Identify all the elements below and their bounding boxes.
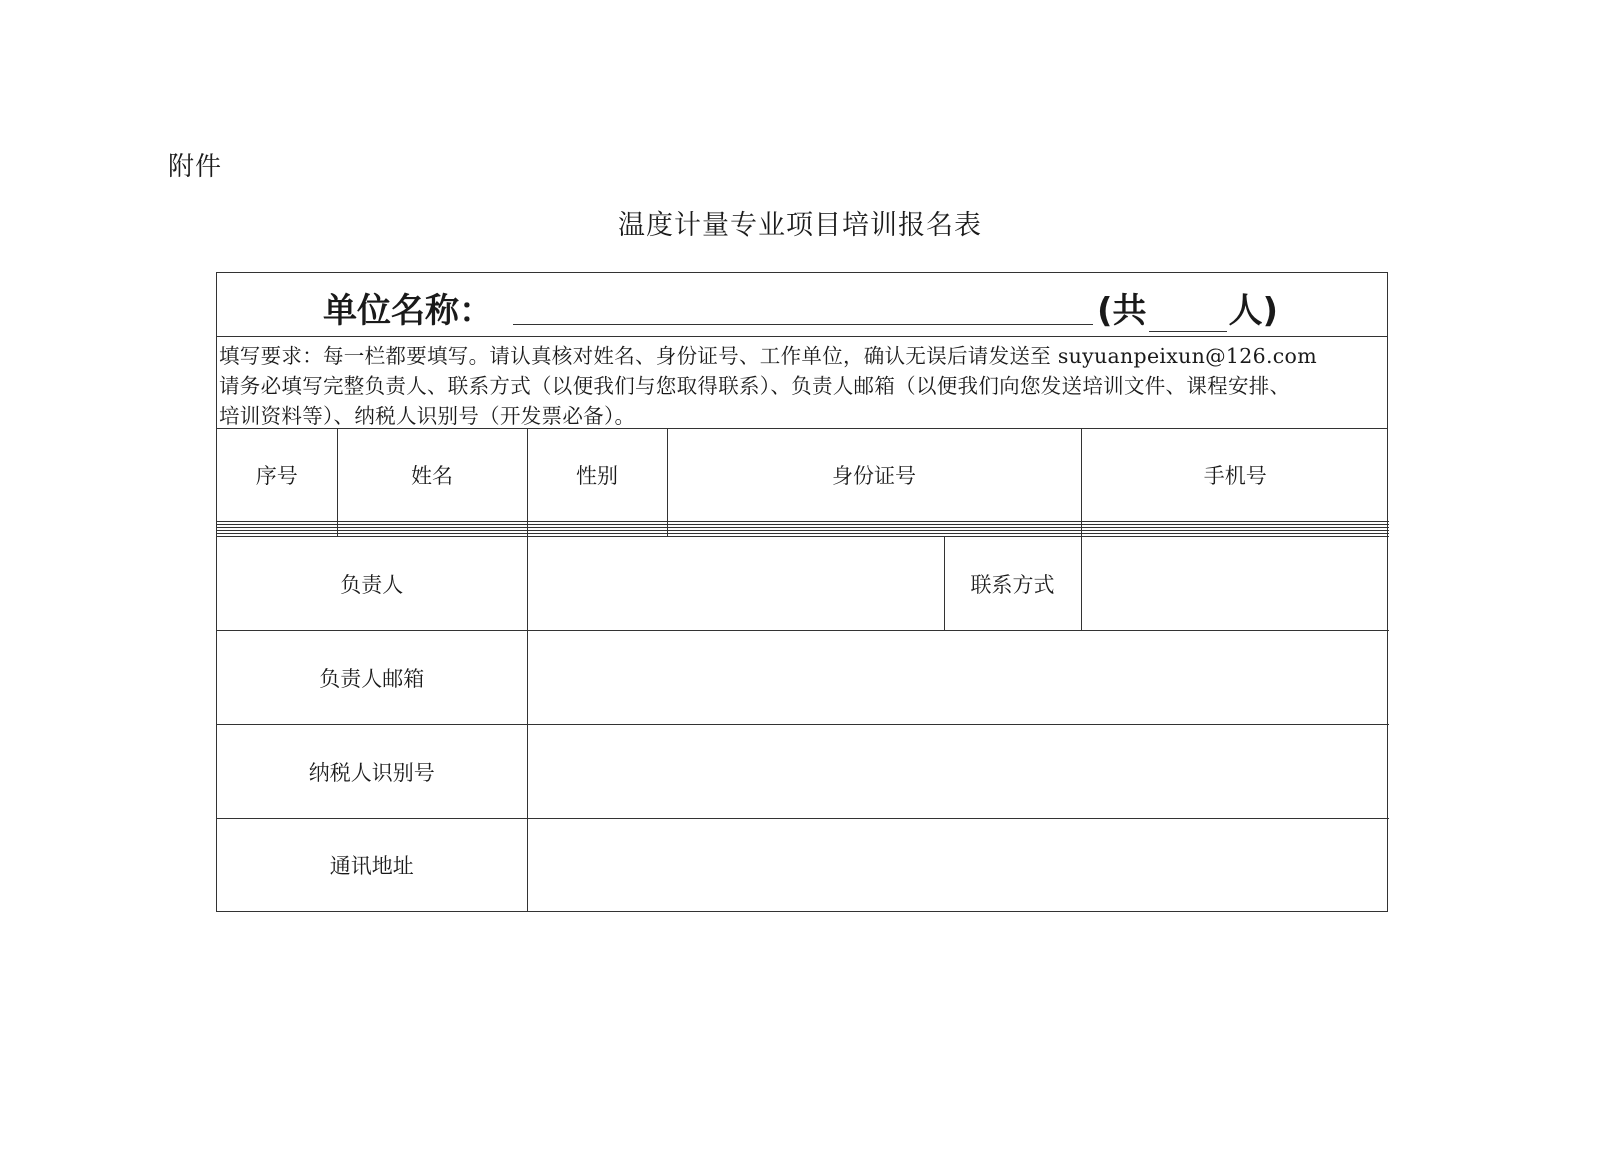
contact-email-field[interactable] [527, 631, 1389, 725]
attachment-label: 附件 [168, 152, 223, 182]
email-row [217, 631, 1389, 725]
instructions-line-1: 填写要求：每一栏都要填写。请认真核对姓名、身份证号、工作单位，确认无误后请发送至 suyuanpeixun@126.com [219, 344, 1317, 368]
unit-name-row [217, 273, 1387, 337]
unit-name-label: 单位名称： [323, 291, 493, 331]
tax-id-label: 纳税人识别号 [217, 725, 527, 819]
tax-id-field[interactable] [527, 725, 1389, 819]
header-name: 姓名 [337, 429, 527, 521]
header-gender: 性别 [527, 429, 667, 521]
contact-row [217, 537, 1389, 631]
instructions-line-2: 请务必填写完整负责人、联系方式（以便我们与您取得联系）、负责人邮箱（以便我们向您发送培训文件、课程安排、 [219, 374, 1291, 398]
attendee-total-prefix: (共 [1097, 291, 1147, 331]
instructions-line-3: 培训资料等）、纳税人识别号（开发票必备）。 [219, 404, 636, 428]
tax-id-row [217, 725, 1389, 819]
contact-method-field[interactable] [1081, 537, 1389, 631]
attendee-table [217, 429, 1389, 911]
contact-person-field[interactable] [527, 537, 944, 631]
address-row [217, 819, 1389, 911]
address-label: 通讯地址 [217, 819, 527, 911]
attendee-total-field[interactable] [1149, 293, 1227, 332]
header-phone: 手机号 [1081, 429, 1389, 521]
registration-form [216, 272, 1388, 912]
address-field[interactable] [527, 819, 1389, 911]
page-title: 温度计量专业项目培训报名表 [618, 210, 982, 241]
header-id-number: 身份证号 [667, 429, 1081, 521]
contact-person-label: 负责人 [217, 537, 527, 631]
header-serial: 序号 [217, 429, 337, 521]
unit-name-field[interactable] [513, 324, 1093, 325]
attendee-total [1097, 283, 1278, 332]
attendee-total-suffix: 人) [1228, 291, 1279, 331]
fill-instructions [217, 337, 1387, 429]
table-header-row [217, 429, 1389, 521]
contact-email-label: 负责人邮箱 [217, 631, 527, 725]
contact-method-label: 联系方式 [944, 537, 1081, 631]
